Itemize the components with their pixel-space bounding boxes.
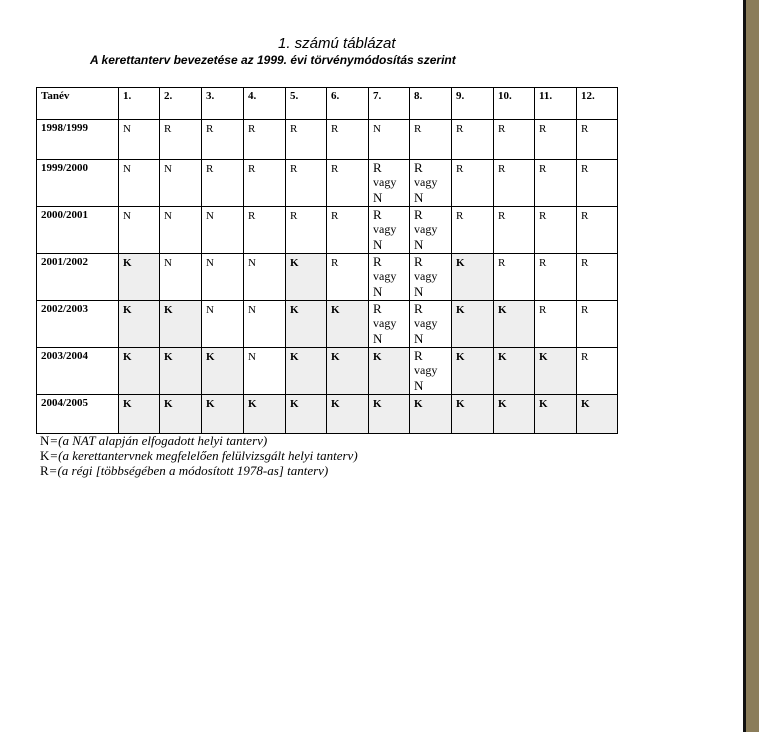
school-year-cell: 1999/2000 [37,160,119,207]
table-cell: N [244,301,286,348]
table-cell: K [494,395,535,434]
table-cell: R [577,207,618,254]
grade-header-5: 5. [286,88,327,120]
table-cell: R [244,120,286,160]
table-cell: K [452,395,494,434]
cell-part: vagy [414,175,438,189]
table-cell: R [452,207,494,254]
table-cell: R [535,254,577,301]
table-cell: K [160,348,202,395]
legend-text: =(a NAT alapján elfogadott helyi tanterv) [49,433,268,448]
cell-part: N [373,190,383,205]
header-corner-cell: Tanév [37,88,119,120]
table-cell: R [244,207,286,254]
table-cell: R [535,301,577,348]
table-cell: K [535,395,577,434]
cell-part: R [373,301,382,316]
table-cell: N [202,254,244,301]
table-cell: N [202,207,244,254]
table-cell: K [202,348,244,395]
table-cell: K [286,395,327,434]
table-cell: K [369,395,410,434]
table-cell: K [535,348,577,395]
table-cell: R [452,120,494,160]
table-cell: K [327,395,369,434]
cell-part: R [373,207,382,222]
table-cell: R [202,120,244,160]
table-cell [410,348,452,395]
school-year-cell: 2000/2001 [37,207,119,254]
legend-key: N [40,433,50,448]
table-cell: R [452,160,494,207]
cell-part: vagy [414,316,438,330]
table-cell: R [535,120,577,160]
cell-part: N [414,378,424,393]
curriculum-table [36,87,618,434]
table-cell: R [577,348,618,395]
table-cell: K [160,301,202,348]
school-year-cell: 1998/1999 [37,120,119,160]
legend-key: K [40,448,50,463]
table-cell: K [119,254,160,301]
cell-part: N [373,331,383,346]
table-cell: K [119,348,160,395]
cell-part: N [414,284,424,299]
table-cell: N [119,207,160,254]
table-row [37,348,618,395]
grade-header-7: 7. [369,88,410,120]
table-cell: K [327,301,369,348]
table-cell: R [410,120,452,160]
legend-item [40,433,358,448]
table-cell [369,254,410,301]
cell-part: vagy [414,222,438,236]
cell-part: vagy [414,269,438,283]
grade-header-1: 1. [119,88,160,120]
table-cell: N [160,160,202,207]
table-row [37,254,618,301]
cell-part: vagy [414,363,438,377]
table-cell [410,207,452,254]
table-cell: R [494,160,535,207]
table-cell: R [577,160,618,207]
table-row [37,207,618,254]
table-cell: N [160,207,202,254]
table-cell: K [327,348,369,395]
table-cell: R [577,120,618,160]
grade-header-4: 4. [244,88,286,120]
school-year-cell: 2003/2004 [37,348,119,395]
cell-part: N [414,190,424,205]
legend-item [40,448,358,463]
cell-part: R [373,160,382,175]
cell-part: vagy [373,316,397,330]
table-cell: K [119,301,160,348]
cell-part: R [414,301,423,316]
school-year-cell: 2001/2002 [37,254,119,301]
table-cell: N [119,120,160,160]
cell-part: R [373,254,382,269]
grade-header-2: 2. [160,88,202,120]
table-cell: K [494,348,535,395]
table-cell: N [244,254,286,301]
table-row [37,160,618,207]
table-cell: K [286,301,327,348]
table-cell: K [452,348,494,395]
window-border [743,0,759,732]
table-cell: N [369,120,410,160]
legend-item [40,463,358,478]
table-cell: K [452,254,494,301]
cell-part: N [373,237,383,252]
cell-part: N [414,331,424,346]
school-year-cell: 2004/2005 [37,395,119,434]
cell-part: N [373,284,383,299]
cell-part: R [414,207,423,222]
table-cell [410,301,452,348]
table-row [37,395,618,434]
table-cell: N [119,160,160,207]
table-cell: R [494,207,535,254]
table-cell: K [452,301,494,348]
table-cell: K [202,395,244,434]
table-cell: R [577,301,618,348]
cell-part: R [414,348,423,363]
grade-header-11: 11. [535,88,577,120]
cell-part: N [414,237,424,252]
table-cell: K [369,348,410,395]
table-row [37,301,618,348]
table-cell: R [160,120,202,160]
legend [40,433,358,478]
table-cell [369,301,410,348]
table-cell: K [286,254,327,301]
table-cell: K [244,395,286,434]
table-cell [369,207,410,254]
table-header-row [37,88,618,120]
table-cell: N [244,348,286,395]
grade-header-8: 8. [410,88,452,120]
table-cell: R [327,160,369,207]
table-cell: R [494,254,535,301]
table-cell: K [577,395,618,434]
table-cell: R [494,120,535,160]
table-cell: R [535,160,577,207]
cell-part: vagy [373,175,397,189]
cell-part: R [414,254,423,269]
grade-header-3: 3. [202,88,244,120]
cell-part: vagy [373,269,397,283]
table-cell: R [244,160,286,207]
table-subtitle: A kerettanterv bevezetése az 1999. évi törvénymódosítás szerint [90,53,456,67]
cell-part: vagy [373,222,397,236]
table-cell: R [202,160,244,207]
legend-text: =(a kerettantervnek megfelelően felülvizsgált helyi tanterv) [49,448,358,463]
table-cell: N [160,254,202,301]
grade-header-12: 12. [577,88,618,120]
table-cell: K [160,395,202,434]
legend-key: R [40,463,49,478]
school-year-cell: 2002/2003 [37,301,119,348]
grade-header-10: 10. [494,88,535,120]
table-cell: R [286,160,327,207]
table-cell: R [535,207,577,254]
table-cell: K [119,395,160,434]
table-cell: R [327,207,369,254]
table-cell: K [494,301,535,348]
table-cell: K [286,348,327,395]
table-cell: N [202,301,244,348]
table-cell: R [286,120,327,160]
grade-header-6: 6. [327,88,369,120]
cell-part: R [414,160,423,175]
table-cell: R [577,254,618,301]
table-cell [410,160,452,207]
table-row [37,120,618,160]
table-cell [369,160,410,207]
table-cell: R [286,207,327,254]
table-cell: R [327,254,369,301]
table-cell: K [410,395,452,434]
table-cell [410,254,452,301]
table-title: 1. számú táblázat [278,35,396,52]
legend-text: =(a régi [többségében a módosított 1978-as] tanterv) [48,463,329,478]
grade-header-9: 9. [452,88,494,120]
table-cell: R [327,120,369,160]
